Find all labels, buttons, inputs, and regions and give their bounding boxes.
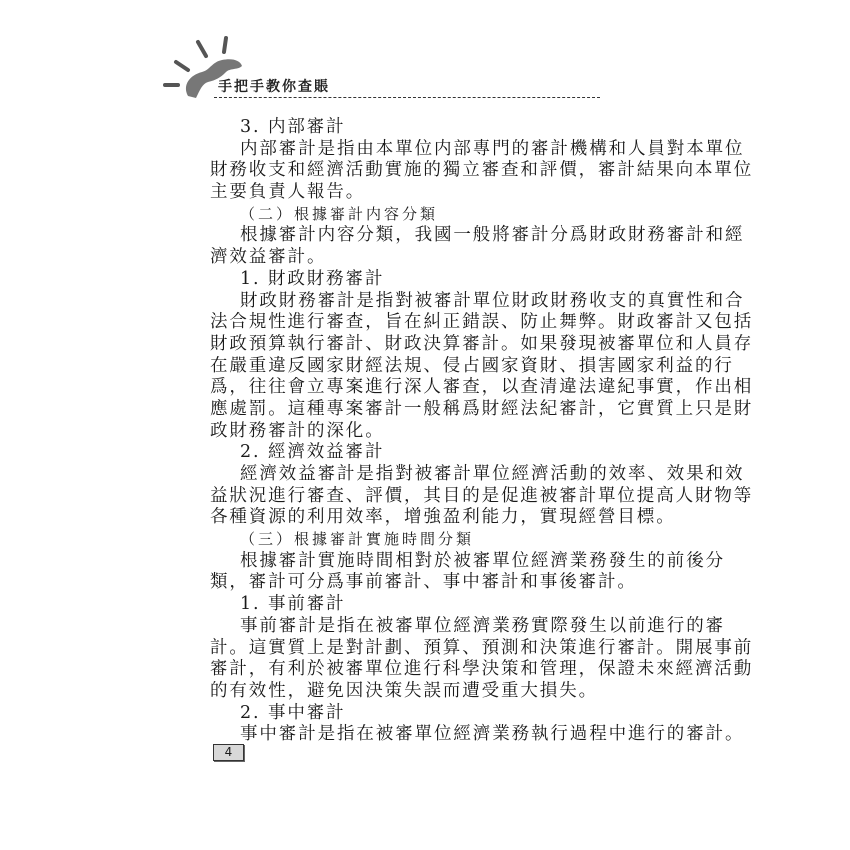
text-line: 財政財務審計是指對被審計單位財政財務收支的真實性和合 [240, 290, 745, 311]
text-line: 1. 事前審計 [240, 594, 346, 615]
page-number: 4 [213, 744, 244, 761]
text-line: 應處罰。這種專案審計一般稱爲財經法紀審計，它實質上只是財 [210, 398, 754, 419]
text-line: 事中審計是指在被審單位經濟業務執行過程中進行的審計。 [240, 724, 745, 745]
text-line: 根據審計實施時間相對於被審單位經濟業務發生的前後分 [240, 550, 725, 571]
text-line: 1. 財政財務審計 [240, 268, 385, 289]
text-line: 2. 事中審計 [240, 702, 346, 723]
text-line: 事前審計是指在被審單位經濟業務實際發生以前進行的審 [240, 615, 725, 636]
body-text [210, 117, 754, 746]
text-line: 主要負責人報告。 [210, 182, 366, 203]
text-line: 2. 經濟效益審計 [240, 442, 385, 463]
section-heading: （二）根據審計内容分類 [240, 204, 439, 223]
text-line: 益狀況進行審查、評價，其目的是促進被審計單位提高人財物等 [210, 485, 754, 506]
text-line: 3. 内部審計 [240, 117, 346, 137]
text-line: 財務收支和經濟活動實施的獨立審查和評價，審計結果向本單位 [210, 160, 754, 181]
text-line: 計。這實質上是對計劃、預算、預測和決策進行審計。開展事前 [210, 637, 754, 658]
text-line: 爲，往往會立專案進行深人審查，以查清違法違紀事實，作出相 [210, 377, 754, 398]
text-line: 類，審計可分爲事前審計、事中審計和事後審計。 [210, 572, 637, 593]
section-heading: （三）根據審計實施時間分類 [240, 530, 475, 549]
text-line: 的有效性，避免因決策失誤而遭受重大損失。 [210, 680, 598, 701]
text-line: 法合規性進行審查，旨在糾正錯誤、防止舞弊。財政審計又包括 [210, 312, 754, 333]
text-line: 在嚴重違反國家財經法規、侵占國家資財、損害國家利益的行 [210, 355, 734, 376]
header-divider [214, 97, 600, 98]
running-title: 手把手教你查賬 [218, 79, 330, 95]
text-line: 審計，有利於被審單位進行科學決策和管理，保證未來經濟活動 [210, 659, 754, 680]
text-line: 各種資源的利用效率，增強盈利能力，實現經營目標。 [210, 507, 676, 528]
text-line: 經濟效益審計是指對被審計單位經濟活動的效率、效果和效 [240, 464, 745, 484]
text-line: 根據審計内容分類，我國一般將審計分爲財政財務審計和經 [240, 225, 745, 246]
text-line: 内部審計是指由本單位内部專門的審計機構和人員對本單位 [240, 138, 745, 159]
text-line: 財政預算執行審計、財政決算審計。如果發現被審單位和人員存 [210, 333, 754, 354]
text-line: 政財務審計的深化。 [210, 420, 385, 441]
text-line: 濟效益審計。 [210, 247, 327, 268]
